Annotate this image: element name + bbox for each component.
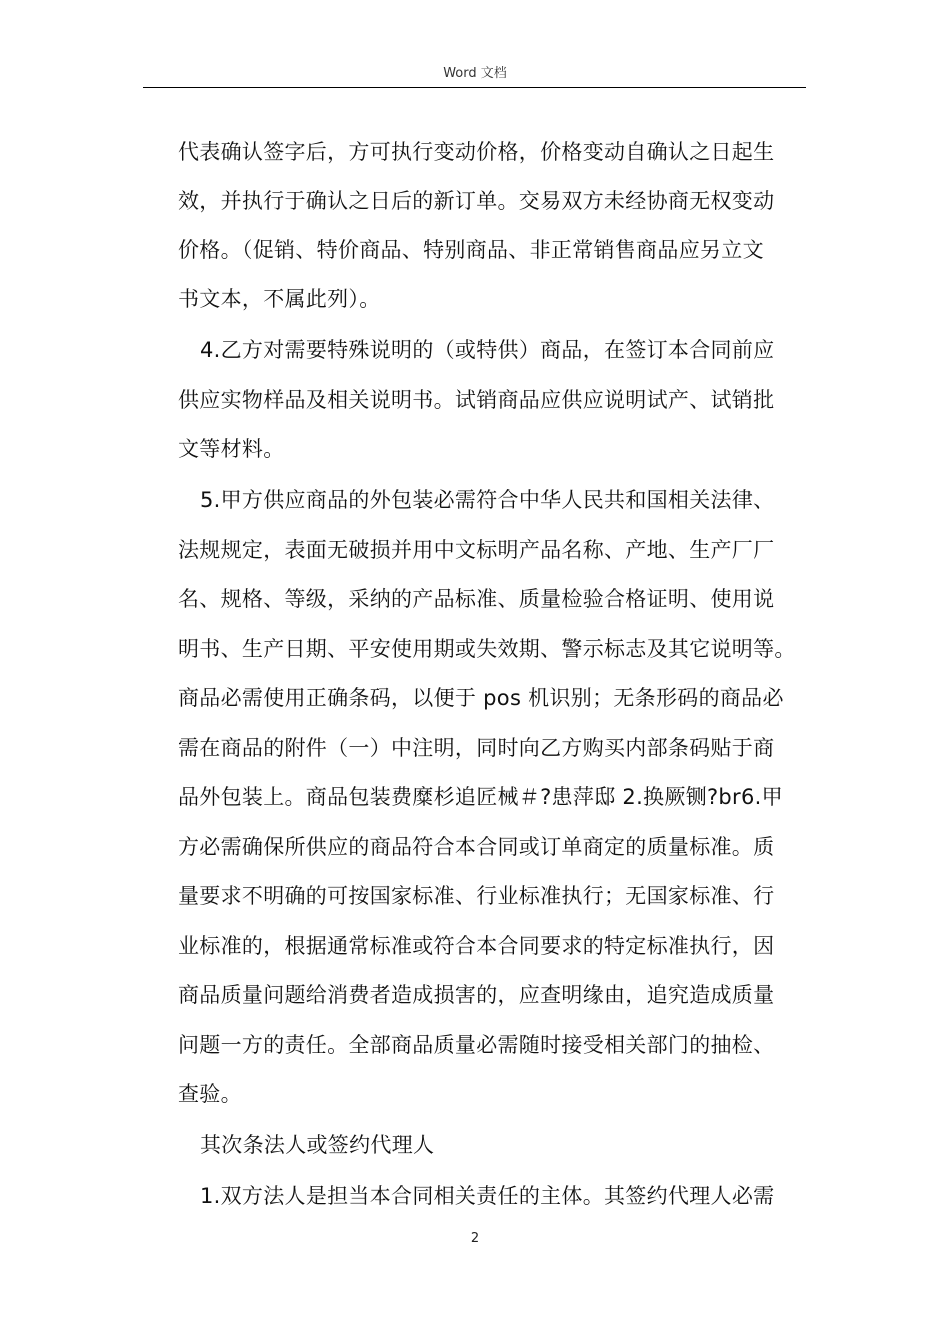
section-heading: 其次条法人或签约代理人	[200, 1133, 435, 1157]
text-line: 业标准的，根据通常标准或符合本合同要求的特定标准执行，因	[178, 934, 775, 958]
text-line: 商品质量问题给消费者造成损害的，应查明缘由，追究造成质量	[178, 983, 775, 1007]
text-line: 品外包装上。商品包装费糜杉追匠械＃?患萍邸 2.换厥铡?br6.甲	[178, 785, 783, 809]
text-line: 书文本，不属此列）。	[178, 287, 381, 311]
text-line: 明书、生产日期、平安使用期或失效期、警示标志及其它说明等。	[178, 637, 796, 661]
text-line: 5.甲方供应商品的外包装必需符合中华人民共和国相关法律、	[200, 488, 775, 512]
text-line: 方必需确保所供应的商品符合本合同或订单商定的质量标准。质	[178, 835, 775, 859]
text-line: 价格。（促销、特价商品、特别商品、非正常销售商品应另立文	[178, 238, 764, 262]
page-number: 2	[470, 1231, 480, 1246]
text-line: 名、规格、等级，采纳的产品标准、质量检验合格证明、使用说	[178, 587, 775, 611]
text-line: 1.双方法人是担当本合同相关责任的主体。其签约代理人必需	[200, 1184, 775, 1208]
text-line: 查验。	[178, 1082, 242, 1106]
text-line: 商品必需使用正确条码，以便于 pos 机识别；无条形码的商品必	[178, 686, 784, 710]
text-line: 需在商品的附件（一）中注明，同时向乙方购买内部条码贴于商	[178, 736, 775, 760]
text-line: 效，并执行于确认之日后的新订单。交易双方未经协商无权变动	[178, 189, 775, 213]
page-header: Word 文档	[443, 66, 507, 81]
text-line: 代表确认签字后，方可执行变动价格，价格变动自确认之日起生	[178, 140, 775, 164]
text-line: 供应实物样品及相关说明书。试销商品应供应说明试产、试销批	[178, 388, 775, 412]
text-line: 量要求不明确的可按国家标准、行业标准执行；无国家标准、行	[178, 884, 775, 908]
text-line: 4.乙方对需要特殊说明的（或特供）商品，在签订本合同前应	[200, 338, 775, 362]
text-line: 文等材料。	[178, 437, 285, 461]
text-line: 法规规定，表面无破损并用中文标明产品名称、产地、生产厂厂	[178, 538, 775, 562]
header-rule	[143, 87, 806, 88]
text-line: 问题一方的责任。全部商品质量必需随时接受相关部门的抽检、	[178, 1033, 775, 1057]
